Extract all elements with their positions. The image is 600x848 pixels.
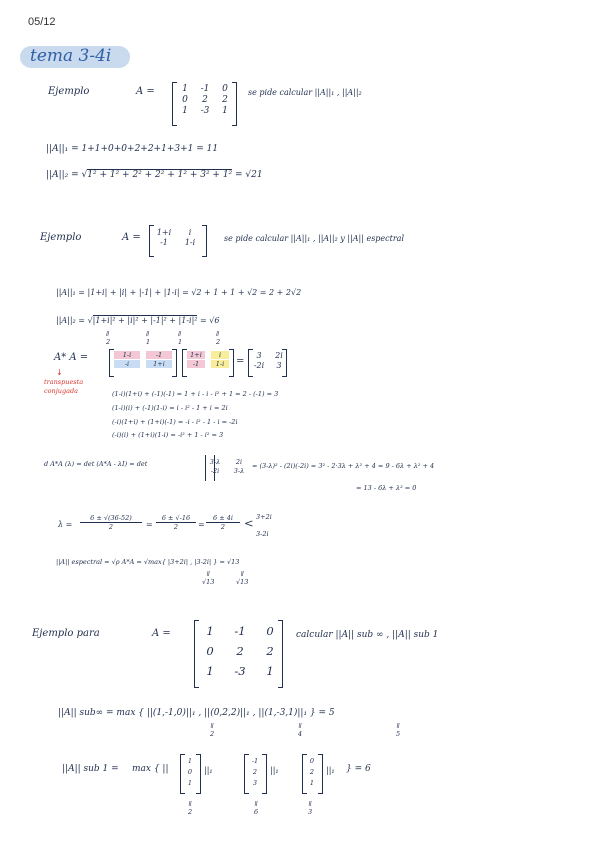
ex3-bracket-right — [278, 620, 283, 688]
ex3-a-label: A = — [152, 628, 171, 639]
m2-bracket-right — [229, 349, 234, 377]
ex1-bracket-right — [232, 82, 237, 126]
ex2-matrix — [154, 228, 200, 247]
ex1-a-label: A = — [136, 86, 155, 97]
astar-equals: = — [236, 356, 245, 367]
matrix-cell: 1-i — [184, 238, 196, 247]
astar-result — [252, 351, 286, 370]
matrix-cell: 0 — [266, 624, 274, 638]
matrix-cell: -1 — [234, 624, 246, 638]
ex3-statement: calcular ||A|| sub ∞ , ||A|| sub 1 — [296, 630, 439, 640]
norm2-left: ||A||₂ = — [46, 170, 82, 180]
charpoly-left: d A*A (λ) = det (A*A - λI) = det — [44, 460, 148, 468]
astar-matrix-2 — [187, 351, 229, 368]
ex1-bracket-left — [172, 82, 177, 126]
matrix-cell: 3-λ — [209, 458, 221, 466]
ex2-norm2-under-1: ǁ 2 — [106, 330, 111, 346]
ex1-norm2: ||A||₂ = √1² + 1² + 2² + 2² + 1² + 3² + 1² = √21 — [46, 170, 263, 180]
ex3-inf-norm: ||A|| sub∞ = max { ||(1,-1,0)||₁ , ||(0,2,2)||₁ , ||(1,-3,1)||₁ } = 5 — [58, 708, 335, 718]
ex3-bracket-left — [194, 620, 199, 688]
matrix-cell: 1 — [206, 664, 214, 678]
col1-bracket-right — [196, 754, 201, 794]
one-under-2: ǁ 6 — [254, 800, 259, 816]
matrix-cell: 2i — [235, 458, 243, 466]
col3-norm: ||₁ — [326, 766, 335, 775]
matrix-cell: -2i — [253, 361, 265, 370]
matrix-cell: 2 — [266, 644, 274, 658]
frac-num: 6 ± √-16 — [156, 514, 196, 523]
ex3-matrix — [200, 624, 280, 678]
ex3-one-label: ||A|| sub 1 = — [62, 764, 119, 774]
astar-note-arrow: ↓ — [56, 368, 63, 377]
col1-norm: ||₁ — [204, 766, 213, 775]
matrix-cell: -2i — [210, 467, 220, 475]
matrix-cell: i — [211, 351, 229, 359]
one-under-1: ǁ 2 — [188, 800, 193, 816]
charpoly-matrix — [206, 458, 248, 475]
matrix-cell: 0 — [206, 644, 214, 658]
matrix-cell: -1 — [187, 360, 205, 368]
inf-under-1: ǁ 2 — [210, 722, 215, 738]
frac-den: 2 — [220, 523, 226, 531]
spectral-under-1: ǁ √13 — [202, 570, 215, 586]
matrix-cell: 1 — [182, 106, 188, 116]
inf-under-3: ǁ 5 — [396, 722, 401, 738]
spectral-under-2: ǁ √13 — [236, 570, 249, 586]
matrix-cell: 1 — [266, 664, 274, 678]
ex2-norm1: ||A||₁ = |1+i| + |i| + |-1| + |1-i| = √2 + 1 + 1 + √2 = 2 + 2√2 — [56, 288, 302, 297]
matrix-cell: 2 — [222, 95, 228, 105]
ex3-one-max: max { || — [132, 764, 169, 774]
matrix-cell: 3 — [276, 361, 282, 370]
matrix-cell: -3 — [200, 106, 210, 116]
frac-num: 6 ± √(36-52) — [80, 514, 142, 523]
frac-den: 2 — [108, 523, 114, 531]
lambda-label: λ = — [58, 520, 73, 529]
charpoly-line2: = 13 - 6λ + λ² = 0 — [356, 484, 417, 492]
matrix-cell: 1 — [222, 106, 228, 116]
lambda-root-2: 3-2i — [256, 530, 269, 538]
lambda-eq-1: = — [146, 520, 153, 529]
lambda-frac-1 — [80, 514, 142, 531]
matrix-cell: 1 — [182, 84, 188, 94]
m1-bracket-right — [172, 349, 177, 377]
one-under-3: ǁ 3 — [308, 800, 313, 816]
lambda-branch: < — [244, 516, 254, 530]
ex2-norm2-under-4: ǁ 2 — [216, 330, 221, 346]
ex2-norm2-under-2: ǁ 1 — [146, 330, 151, 346]
calc-line-4: (-i)(i) + (1+i)(1-i) = -i² + 1 - i² = 3 — [112, 431, 224, 439]
matrix-cell: -1 — [146, 351, 172, 359]
matrix-cell: -1 — [200, 84, 210, 94]
matrix-cell: -i — [114, 360, 140, 368]
norm2-right: = √6 — [197, 316, 220, 325]
ex2-bracket-right — [202, 225, 207, 257]
col-vector-3: 0 2 1 — [309, 757, 315, 787]
calc-line-2: (1-i)(i) + (-1)(1-i) = i - i² - 1 + i = 2i — [112, 404, 228, 412]
ex2-statement: se pide calcular ||A||₁ , ||A||₂ y ||A|| espectral — [224, 234, 405, 243]
matrix-cell: 1-i — [211, 360, 229, 368]
astar-note: transpuesta conjugada — [44, 378, 84, 395]
spectral-norm: ||A|| espectral = √ρ A*A = √max{ |3+2i| , |3-2i| } = √13 — [56, 558, 240, 566]
norm2-right: = √21 — [232, 170, 263, 180]
matrix-cell: -3 — [234, 664, 246, 678]
ex1-norm1: ||A||₁ = 1+1+0+0+2+2+1+3+1 = 11 — [46, 144, 219, 154]
ex2-norm2-under-3: ǁ 1 — [178, 330, 183, 346]
matrix-cell: 1+i — [146, 360, 172, 368]
lambda-root-1: 3+2i — [256, 513, 272, 521]
frac-den: 2 — [173, 523, 179, 531]
matrix-cell: 2 — [236, 644, 244, 658]
ex1-label: Ejemplo — [48, 86, 90, 97]
matrix-cell: 0 — [182, 95, 188, 105]
matrix-cell: 1+i — [187, 351, 205, 359]
matrix-cell: 2 — [202, 95, 208, 105]
norm2-radicand: 1² + 1² + 2² + 2² + 1² + 3² + 1² — [87, 170, 233, 180]
matrix-cell: i — [188, 228, 192, 237]
col2-bracket-right — [262, 754, 267, 794]
lambda-eq-2: = — [198, 520, 205, 529]
col3-bracket-right — [318, 754, 323, 794]
ex2-label: Ejemplo — [40, 232, 82, 243]
col-vector-2: -1 2 3 — [251, 757, 259, 787]
page-date: 05/12 — [28, 16, 56, 28]
page-title: tema 3-4i — [30, 46, 112, 66]
astar-matrix-1 — [114, 351, 172, 368]
ex3-label: Ejemplo para — [32, 628, 100, 639]
calc-line-1: (1-i)(1+i) + (-1)(-1) = 1 + i - i - i² + 1 = 2 - (-1) = 3 — [112, 390, 279, 398]
frac-num: 6 ± 4i — [206, 514, 240, 523]
result-bracket-right — [282, 349, 287, 377]
matrix-cell: 1 — [206, 624, 214, 638]
matrix-cell: 0 — [222, 84, 228, 94]
matrix-cell: -1 — [160, 238, 168, 247]
charpoly — [44, 460, 147, 468]
lambda-frac-2 — [156, 514, 196, 531]
matrix-cell: 1+i — [156, 228, 172, 237]
lambda-frac-3 — [206, 514, 240, 531]
matrix-cell: 1-i — [114, 351, 140, 359]
ex1-statement: se pide calcular ||A||₁ , ||A||₂ — [248, 88, 362, 97]
calc-line-3: (-i)(1+i) + (1+i)(-1) = -i - i² - 1 - i = -2i — [112, 418, 238, 426]
inf-under-2: ǁ 4 — [298, 722, 303, 738]
col-vector-1: 1 0 1 — [187, 757, 193, 787]
matrix-cell: 3-λ — [233, 467, 245, 475]
ex2-a-label: A = — [122, 232, 141, 243]
astar-label: A* A = — [54, 352, 89, 363]
norm2-radicand: |1+i|² + |i|² + |-1|² + |1-i|² — [92, 316, 198, 325]
charpoly-rest: = (3-λ)² - (2i)(-2i) = 3² - 2·3λ + λ² + 4 = 9 - 6λ + λ² + 4 — [252, 462, 435, 470]
ex3-one-end: } = 6 — [346, 764, 371, 774]
norm2-left: ||A||₂ = — [56, 316, 88, 325]
matrix-cell: 3 — [256, 351, 262, 360]
ex2-norm2: ||A||₂ = √|1+i|² + |i|² + |-1|² + |1-i|² = √6 — [56, 316, 220, 325]
matrix-cell: 2i — [275, 351, 283, 360]
ex1-matrix — [178, 84, 232, 116]
col2-norm: ||₁ — [270, 766, 279, 775]
